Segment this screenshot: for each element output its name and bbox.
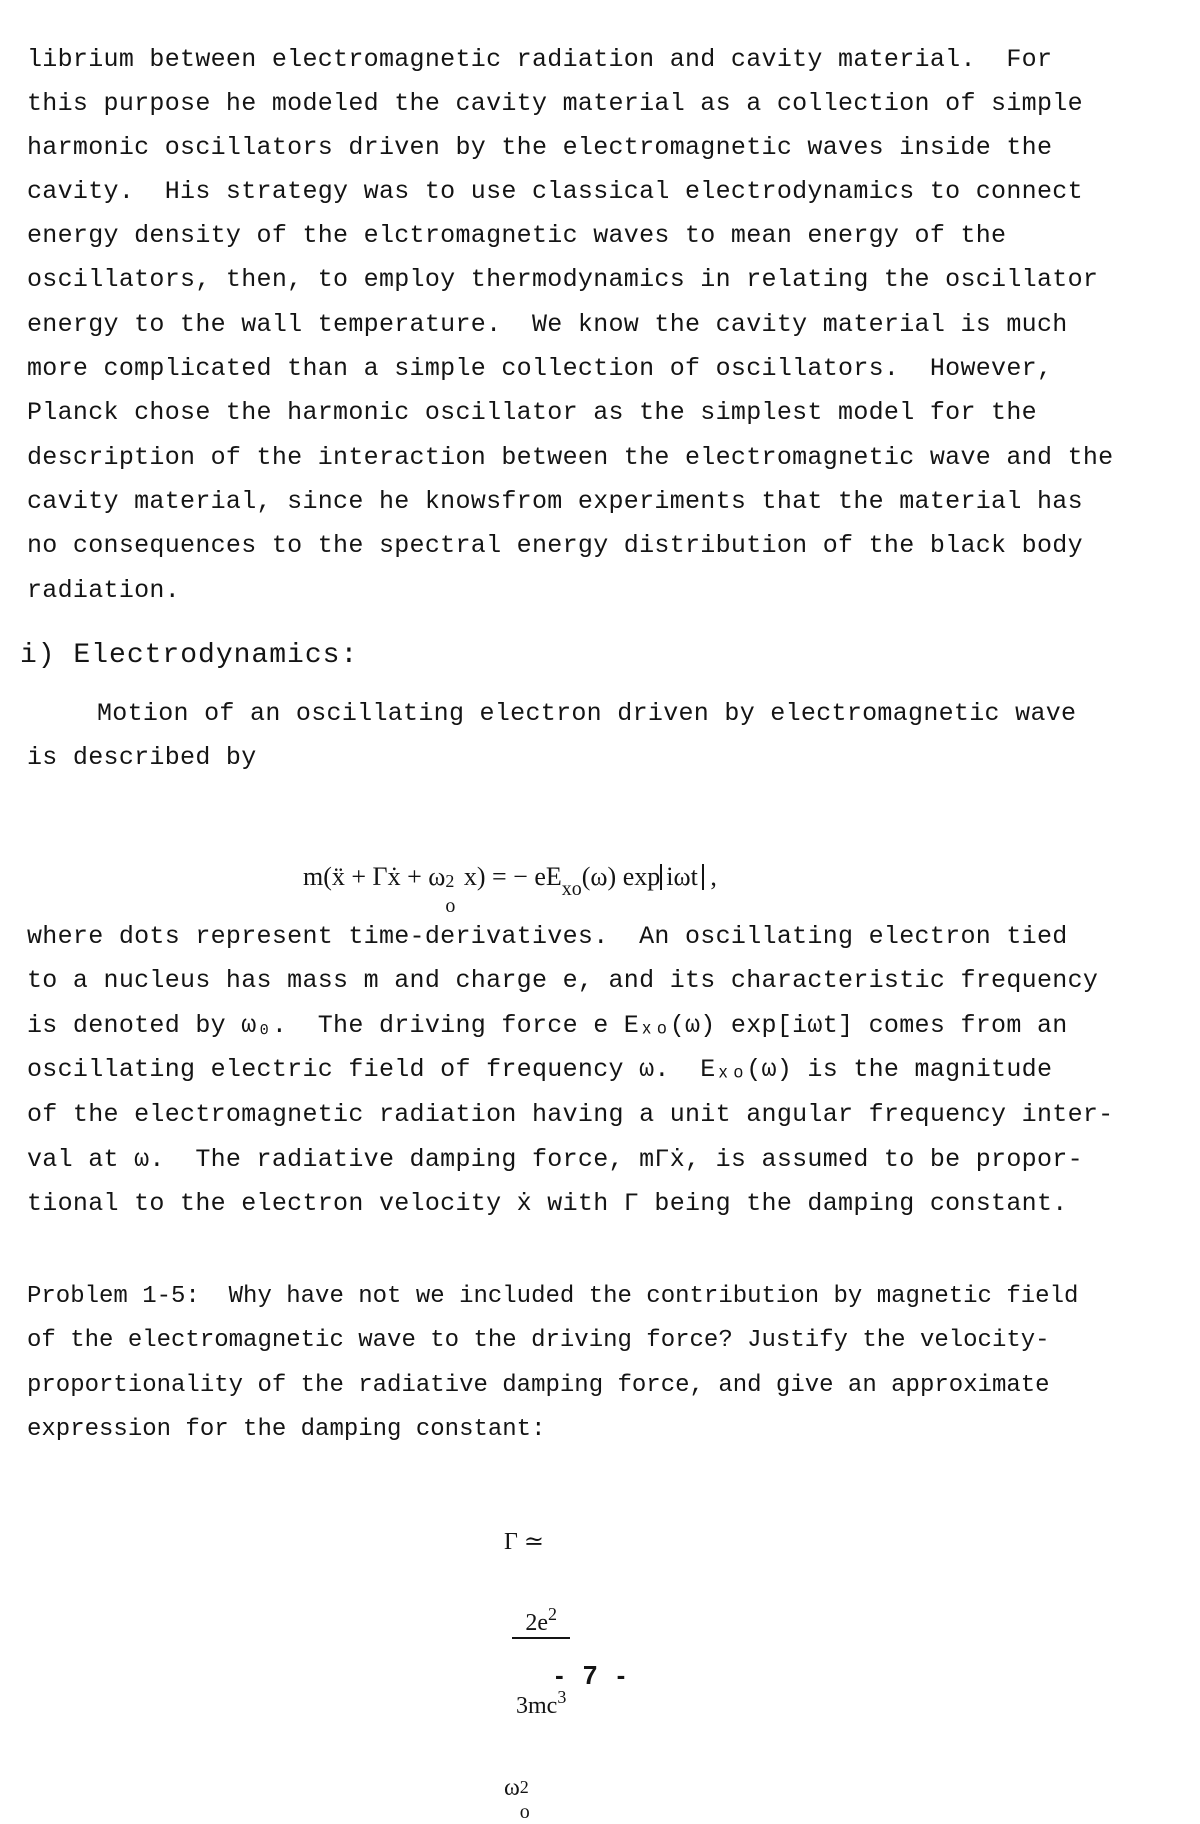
text-line: oscillators, then, to employ thermodynamics in relating the oscillator xyxy=(27,265,1099,294)
fraction-denominator xyxy=(512,1687,570,1720)
omega-subscript: o xyxy=(445,895,456,917)
equation-rhs: (ω) exp xyxy=(581,862,661,891)
text-line: is denoted by ω₀. The driving force e Eₓₒ(ω) exp[iωt] comes from an xyxy=(27,1011,1068,1040)
text-line: of the electromagnetic radiation having a unit angular frequency inter- xyxy=(27,1100,1114,1129)
section-heading: i) Electrodynamics: xyxy=(20,640,359,671)
equation-tail: , xyxy=(703,862,717,891)
omega-superscript: 2 xyxy=(445,871,455,891)
text-line: this purpose he modeled the cavity material as a collection of simple xyxy=(27,89,1083,118)
text-line: Motion of an oscillating electron driven by electromagnetic wave xyxy=(97,699,1077,728)
omega-superscript: 2 xyxy=(519,1776,529,1797)
text-line: where dots represent time-derivatives. An oscillating electron tied xyxy=(27,922,1068,951)
text-line: energy density of the elctromagnetic waves to mean energy of the xyxy=(27,221,1007,250)
problem-line: Problem 1-5: Why have not we included the contribution by magnetic field xyxy=(27,1283,1079,1310)
equation-middle: x) = − eE xyxy=(457,862,562,891)
text-line: tional to the electron velocity ẋ with Γ being the damping constant. xyxy=(27,1189,1068,1218)
exponent-bracket: iωt xyxy=(660,864,704,890)
text-line: oscillating electric field of frequency ω. Eₓₒ(ω) is the magnitude xyxy=(27,1055,1053,1084)
page-number: - 7 - xyxy=(555,1660,632,1690)
numerator-superscript: 2 xyxy=(547,1604,557,1624)
text-line: more complicated than a simple collection of oscillators. However, xyxy=(27,354,1053,383)
fraction-numerator xyxy=(512,1604,570,1639)
equation-of-motion xyxy=(290,832,717,917)
damping-constant-equation xyxy=(492,1500,578,1823)
text-line: to a nucleus has mass m and charge e, and its characteristic frequency xyxy=(27,966,1099,995)
text-line: is described by xyxy=(27,743,257,772)
numerator-text: 2e xyxy=(525,1610,548,1636)
gamma-lhs: Γ ≃ xyxy=(504,1529,544,1555)
omega-symbol: ω xyxy=(504,1774,520,1801)
omega-subscript: o xyxy=(519,1800,530,1823)
text-line: description of the interaction between the electromagnetic wave and the xyxy=(27,443,1114,472)
equation-lhs: m(ẍ + Γẋ + ω xyxy=(303,862,446,891)
text-line: radiation. xyxy=(27,576,181,605)
denominator-text: 3mc xyxy=(516,1693,558,1719)
text-line: energy to the wall temperature. We know the cavity material is much xyxy=(27,310,1068,339)
text-line: librium between electromagnetic radiation and cavity material. For xyxy=(27,45,1053,74)
field-subscript: xo xyxy=(561,878,582,900)
problem-line: of the electromagnetic wave to the driving force? Justify the velocity- xyxy=(27,1327,1050,1354)
text-line: no consequences to the spectral energy distribution of the black body xyxy=(27,531,1083,560)
problem-line: expression for the damping constant: xyxy=(27,1416,546,1443)
problem-line: proportionality of the radiative damping force, and give an approximate xyxy=(27,1372,1050,1399)
omega-squared xyxy=(504,1774,532,1823)
text-line: cavity material, since he knowsfrom experiments that the material has xyxy=(27,487,1083,516)
text-line: Planck chose the harmonic oscillator as the simplest model for the xyxy=(27,398,1037,427)
text-line: cavity. His strategy was to use classical electrodynamics to connect xyxy=(27,177,1083,206)
text-line: harmonic oscillators driven by the electromagnetic waves inside the xyxy=(27,133,1053,162)
denominator-superscript: 3 xyxy=(557,1687,567,1707)
text-line: val at ω. The radiative damping force, mΓẋ, is assumed to be propor- xyxy=(27,1145,1083,1174)
